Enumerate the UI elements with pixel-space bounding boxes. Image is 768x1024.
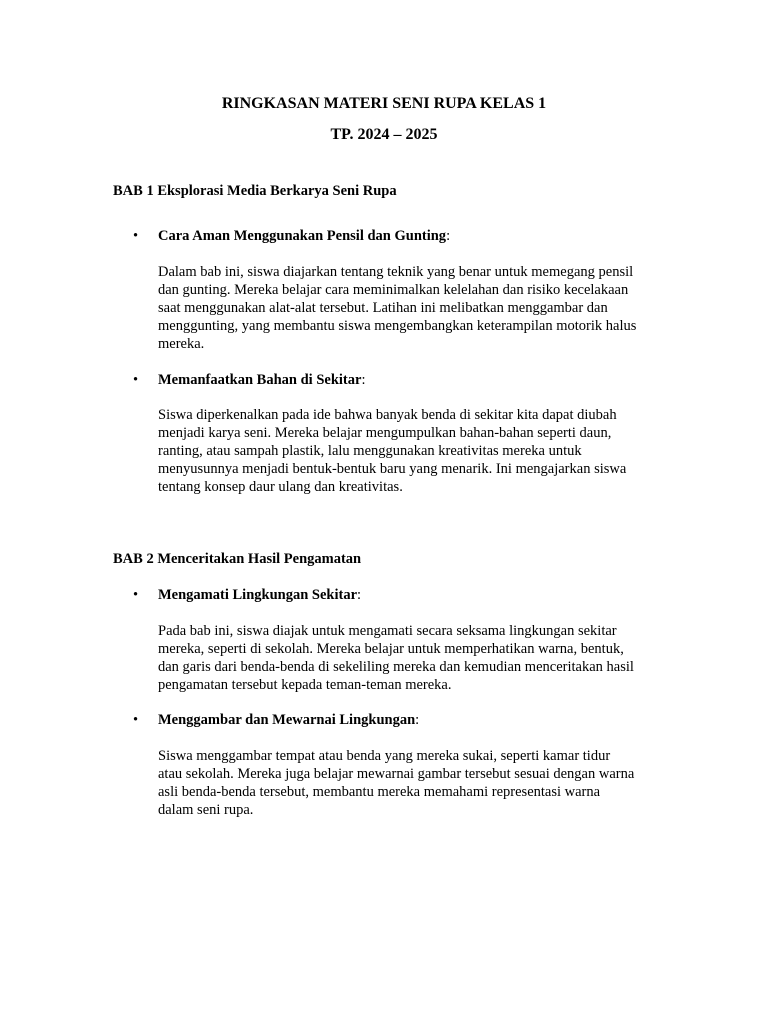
paragraph-line: mereka, seperti di sekolah. Mereka belajar untuk memperhatikan warna, bentuk, xyxy=(158,641,624,657)
paragraph-line: Siswa diperkenalkan pada ide bahwa banyak benda di sekitar kita dapat diubah xyxy=(158,407,617,423)
paragraph-line: ranting, atau sampah plastik, lalu menggunakan kreativitas mereka untuk xyxy=(158,443,582,459)
paragraph-line: mereka. xyxy=(158,336,205,352)
paragraph-line: dalam seni rupa. xyxy=(158,802,254,818)
paragraph-line: pengamatan tersebut kepada teman-teman mereka. xyxy=(158,677,452,693)
document-title: RINGKASAN MATERI SENI RUPA KELAS 1 xyxy=(221,95,547,112)
paragraph-line: dan gunting. Mereka belajar cara meminimalkan kelelahan dan risiko kecelakaan xyxy=(158,282,629,298)
paragraph-line: menjadi karya seni. Mereka belajar mengumpulkan bahan-bahan seperti daun, xyxy=(158,425,612,441)
section-colon: : xyxy=(361,372,366,388)
section-title: Cara Aman Menggunakan Pensil dan Gunting xyxy=(158,228,447,244)
section-colon: : xyxy=(446,228,451,244)
section-paragraph xyxy=(158,622,658,694)
bullet-icon: • xyxy=(133,712,139,728)
bullet-icon: • xyxy=(133,372,139,388)
section-title: Menggambar dan Mewarnai Lingkungan xyxy=(158,712,416,728)
bullet-item xyxy=(113,711,673,729)
paragraph-line: tentang konsep daur ulang dan kreativitas. xyxy=(158,479,403,495)
paragraph-line: Siswa menggambar tempat atau benda yang mereka sukai, seperti kamar tidur xyxy=(158,748,611,764)
bullet-item xyxy=(113,586,673,604)
bullet-item xyxy=(113,227,673,245)
bullet-icon: • xyxy=(133,228,139,244)
section-title: Mengamati Lingkungan Sekitar xyxy=(158,587,357,603)
paragraph-line: atau sekolah. Mereka juga belajar mewarnai gambar tersebut sesuai dengan warna xyxy=(158,766,635,782)
paragraph-line: Pada bab ini, siswa diajak untuk mengamati secara seksama lingkungan sekitar xyxy=(158,623,617,639)
section-paragraph xyxy=(158,747,658,819)
paragraph-line: Dalam bab ini, siswa diajarkan tentang teknik yang benar untuk memegang pensil xyxy=(158,264,634,280)
section-title: Memanfaatkan Bahan di Sekitar xyxy=(158,372,362,388)
section-colon: : xyxy=(415,712,420,728)
bullet-icon: • xyxy=(133,587,139,603)
bullet-item xyxy=(113,371,673,389)
section-paragraph xyxy=(158,406,658,496)
paragraph-line: dan garis dari benda-benda di sekeliling mereka dan kemudian menceritakan hasil xyxy=(158,659,634,675)
chapter-heading-1: BAB 1 Eksplorasi Media Berkarya Seni Rupa xyxy=(113,183,397,199)
section-colon: : xyxy=(357,587,362,603)
section-paragraph xyxy=(158,263,658,353)
paragraph-line: saat menggunakan alat-alat tersebut. Latihan ini melibatkan menggambar dan xyxy=(158,300,608,316)
paragraph-line: asli benda-benda tersebut, membantu mereka memahami representasi warna xyxy=(158,784,601,800)
paragraph-line: menggunting, yang membantu siswa mengembangkan keterampilan motorik halus xyxy=(158,318,637,334)
chapter-heading-2: BAB 2 Menceritakan Hasil Pengamatan xyxy=(113,551,362,567)
paragraph-line: menyusunnya menjadi bentuk-bentuk baru yang menarik. Ini mengajarkan siswa xyxy=(158,461,627,477)
document-subtitle: TP. 2024 – 2025 xyxy=(330,126,438,143)
